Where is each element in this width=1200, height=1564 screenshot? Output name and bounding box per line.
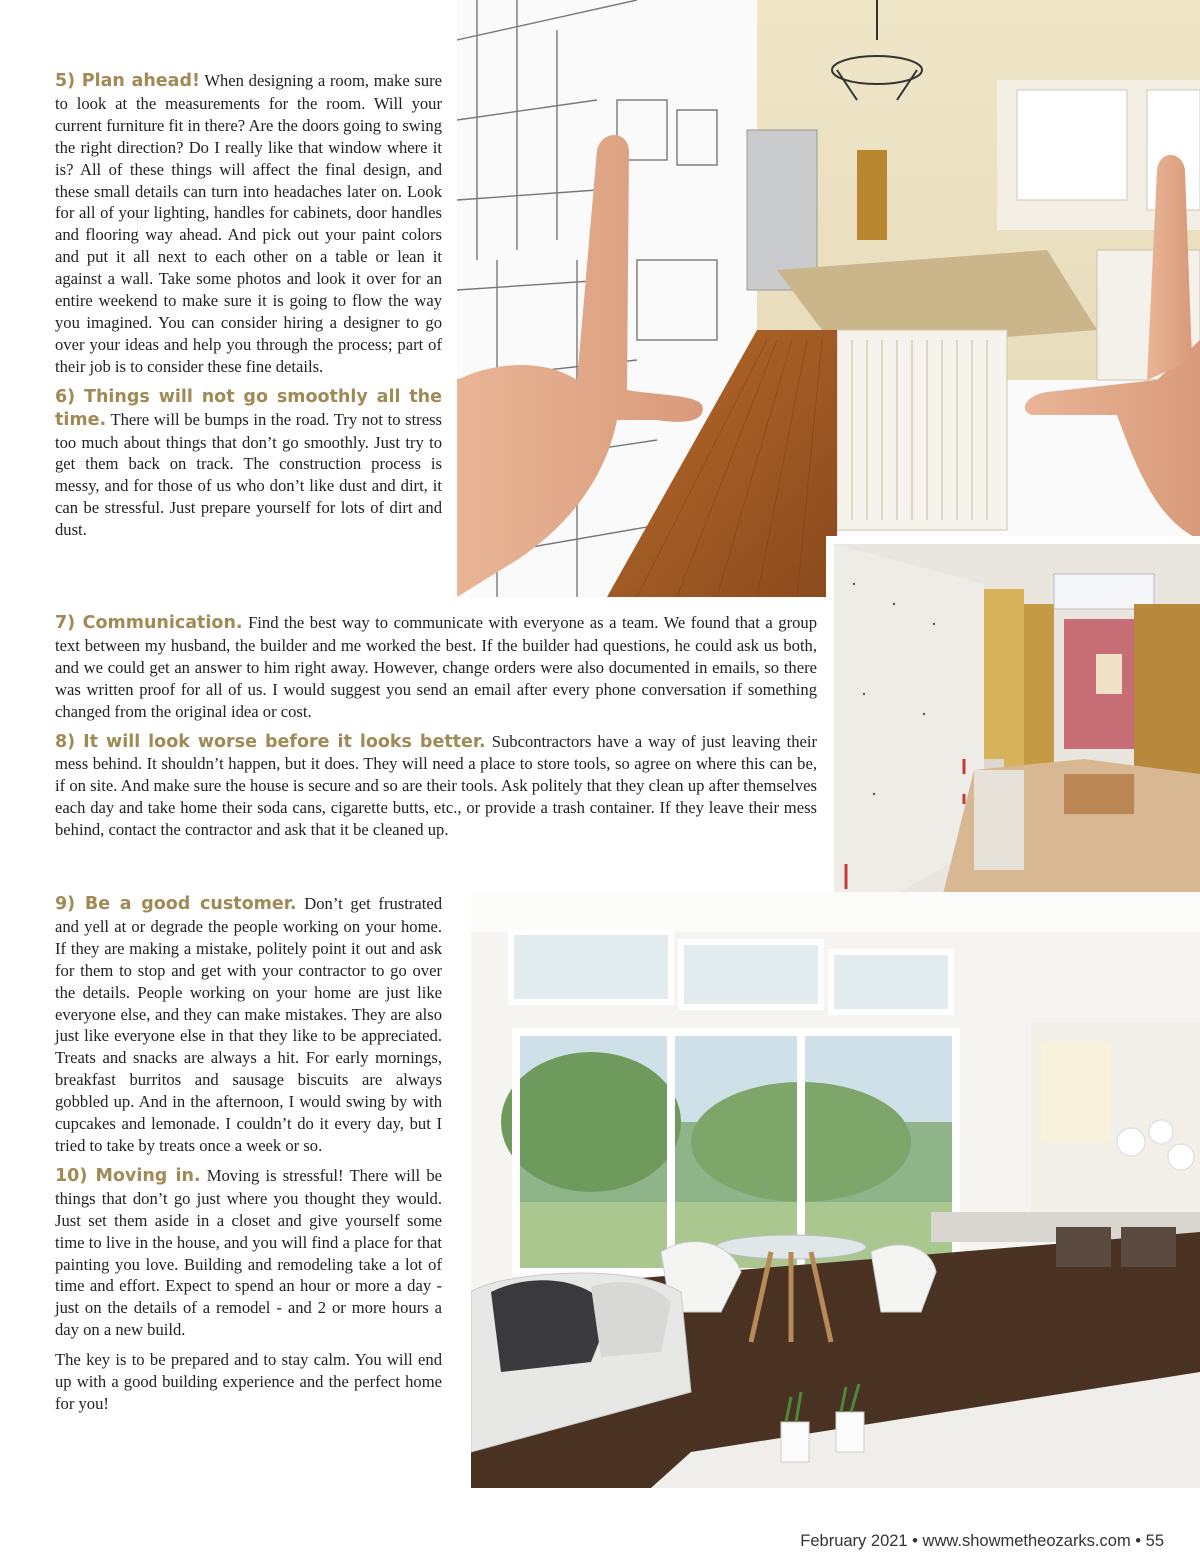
text-column-bottom-left <box>55 893 442 1423</box>
closing-paragraph: The key is to be prepared and to stay calm. You will end up with a good building experience and the perfect home for you! <box>55 1350 442 1413</box>
section-6-body: There will be bumps in the road. Try not to stress too much about things that don’t go smoothly. Just try to get them back on track. The construction process is messy, and for those of us who don’t like dust and dirt, it can be stressful. Just prepare yourself for lots of dirt and dust. <box>55 409 442 540</box>
construction-photo <box>826 536 1200 938</box>
section-9-body: Don’t get frustrated and yell at or degrade the people working on your home. If they are making a mistake, politely point it out and ask for them to stop and get with your contractor to go over the details. People working on your home are just like everyone else, and they can make mistakes. They are also just like everyone else in that they like to be appreciated. Treats and snacks are always a hit. For early mornings, breakfast burritos and sausage biscuits are always gobbled up. And in the afternoon, I would swing by with cupcakes and lemonade. I couldn’t do it every day, but I tried to take by treats once a week or so. <box>55 894 442 1155</box>
section-5-paragraph <box>55 70 442 378</box>
section-8-heading: 8) It will look worse before it looks better. <box>55 731 486 752</box>
living-room-photo <box>471 892 1200 1488</box>
text-column-middle <box>55 612 817 849</box>
section-8-body: Subcontractors have a way of just leaving their mess behind. It shouldn’t happen, but it does. They will need a place to store tools, so agree on where this can be, if on site. And make sure the house is secure and so are their tools. Ask politely that they clean up after themselves each day and take home their soda cans, cigarette butts, etc., or provide a trash container. If they leave their mess behind, contact the contractor and ask that it be cleaned up. <box>55 731 817 840</box>
section-9-paragraph <box>55 893 442 1157</box>
section-5-heading: 5) Plan ahead! <box>55 71 200 91</box>
text-column-top-left <box>55 70 442 549</box>
section-6-paragraph <box>55 386 442 541</box>
section-7-paragraph <box>55 612 817 723</box>
kitchen-sketch-photo <box>457 0 1200 597</box>
section-7-heading: 7) Communication. <box>55 613 243 633</box>
section-9-heading: 9) Be a good customer. <box>55 894 297 914</box>
page-footer: February 2021 • www.showmetheozarks.com • 55 <box>800 1532 1164 1550</box>
section-10-heading: 10) Moving in. <box>55 1165 201 1186</box>
section-10-body: Moving is stressful! There will be things that don’t go just where you thought they would. Just set them aside in a closet and give yourself some time to live in the house, and you will find a place for that painting you love. Building and remodeling take a lot of time and effort. Expect to spend an hour or more a day - just on the details of a remodel - and 2 or more hours a day on a new build. <box>55 1165 442 1340</box>
section-10-paragraph <box>55 1165 442 1341</box>
section-6-heading: 6) Things will not go smoothly all the time. <box>55 386 442 430</box>
section-8-paragraph <box>55 731 817 842</box>
section-5-body: When designing a room, make sure to look at the measurements for the room. Will your current furniture fit in there? Are the doors going to swing the right direction? Do I really like that window where it is? All of these things will affect the final design, and these small details can turn into headaches later on. Look for all of your lighting, handles for cabinets, door handles and flooring way ahead. And pick out your paint colors and put it all next to each other on a table or lean it against a wall. Take some photos and look it over for an entire weekend to make sure it is going to flow the way you imagined. You can consider hiring a designer to go over your ideas and help you through the process; part of their job is to consider these fine details. <box>55 71 443 376</box>
section-7-body: Find the best way to communicate with everyone as a team. We found that a group text between my husband, the builder and me worked the best. If the builder had questions, he could ask us both, and we could get an answer to him right away. However, change orders were also documented in emails, so there was written proof for all of us. I would suggest you send an email after every phone conversation if something changed from the original idea or cost. <box>55 613 817 721</box>
